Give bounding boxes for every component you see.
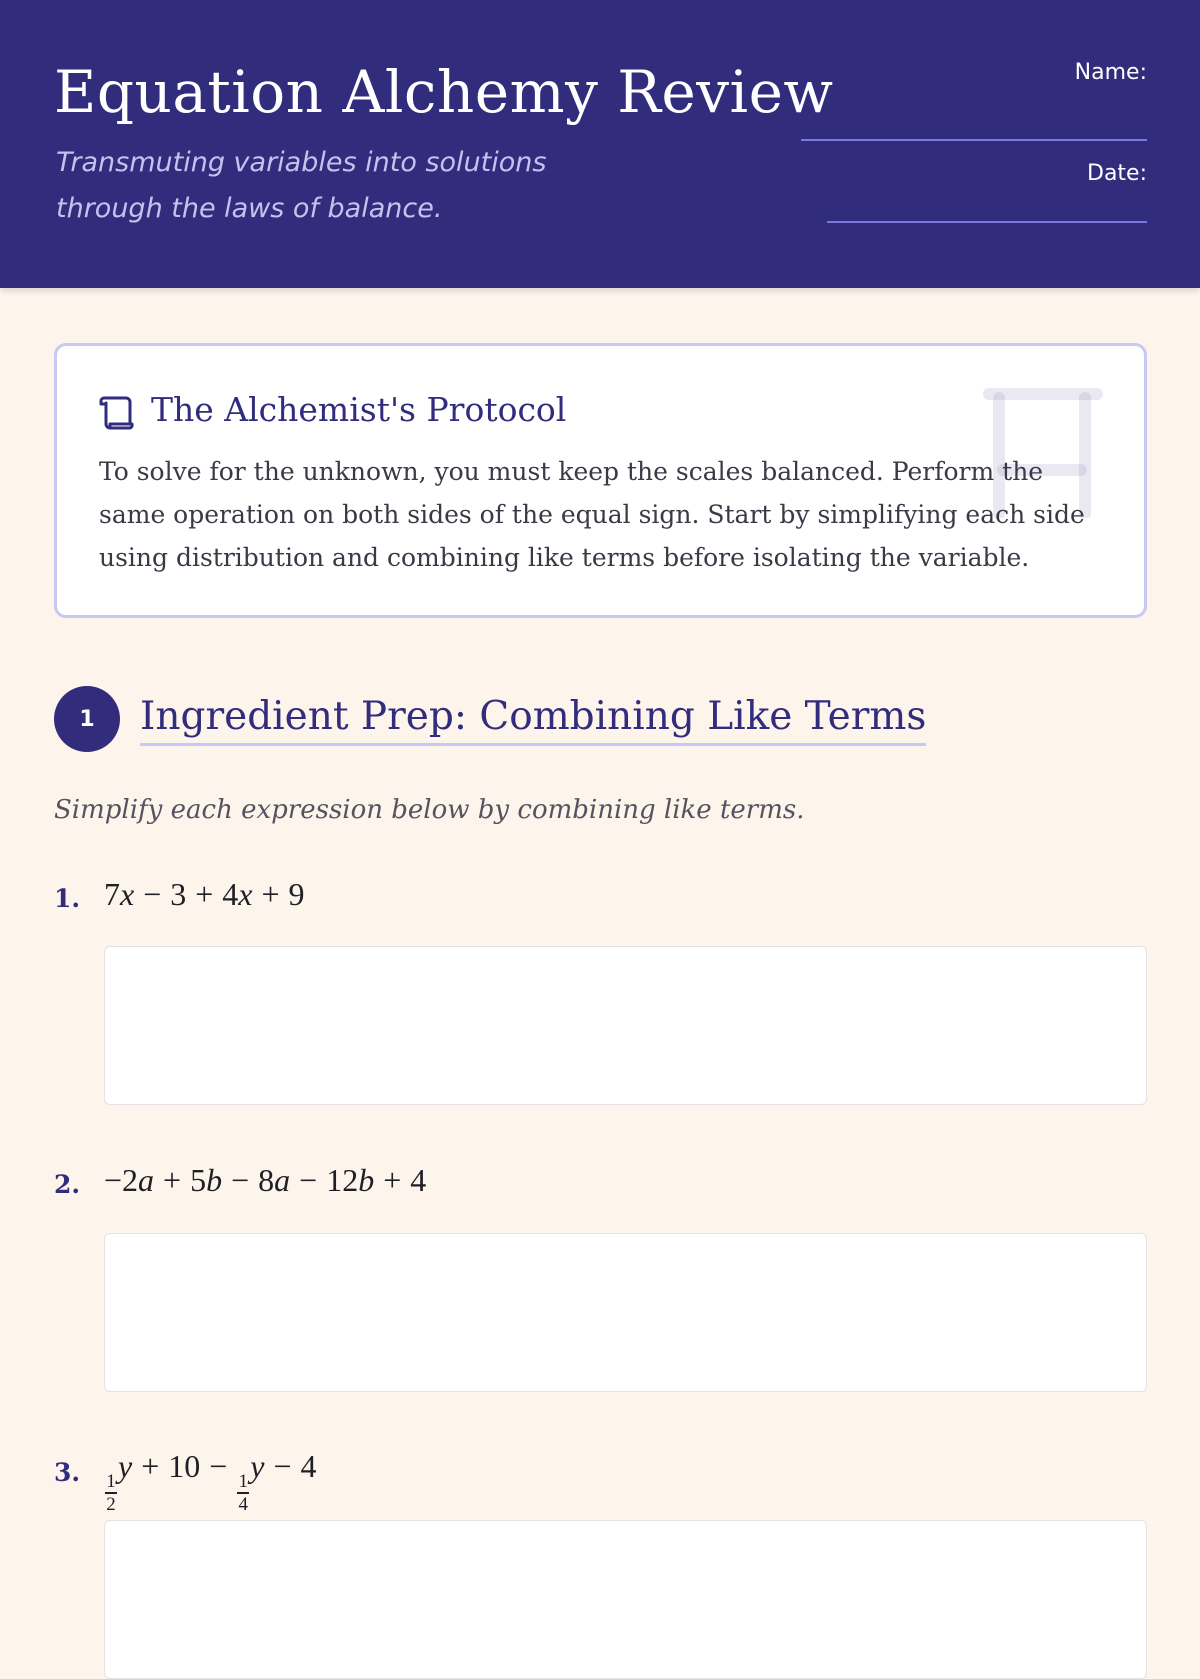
problem-number: 2. [54,1170,81,1199]
protocol-text: To solve for the unknown, you must keep the scales balanced. Perform the same operation on both sides of the equal sign. Start by simplifying each side using distribution and combining like terms before isolating the variable. [99,457,1085,572]
protocol-title: The Alchemist's Protocol [151,390,567,429]
date-label: Date: [1087,161,1147,186]
worksheet-header [0,0,1200,288]
name-label: Name: [1074,60,1147,85]
page-title: Equation Alchemy Review [54,58,834,126]
name-field[interactable] [801,139,1147,141]
problem-number: 1. [54,884,81,913]
protocol-card [54,343,1147,618]
answer-box[interactable] [104,946,1147,1105]
date-field[interactable] [827,221,1147,223]
section-instructions: Simplify each expression below by combining like terms. [54,795,805,825]
section-title: Ingredient Prep: Combining Like Terms [140,694,926,746]
answer-box[interactable] [104,1233,1147,1392]
problem-expression: $\frac{1}{2}$ y + 10 − $\frac{1}{4}$ y − 4 [106,1448,317,1515]
problem-expression: −2a + 5b − 8a − 12b + 4 [104,1162,427,1198]
problem-expression: 7x − 3 + 4x + 9 [104,876,305,912]
problem-number: 3. [54,1458,81,1487]
section-number-badge: 1 [54,686,120,752]
page-subtitle: Transmuting variables into solutions through the laws of balance. [56,147,547,224]
balance-icon [981,386,1105,518]
scroll-icon [99,394,137,432]
